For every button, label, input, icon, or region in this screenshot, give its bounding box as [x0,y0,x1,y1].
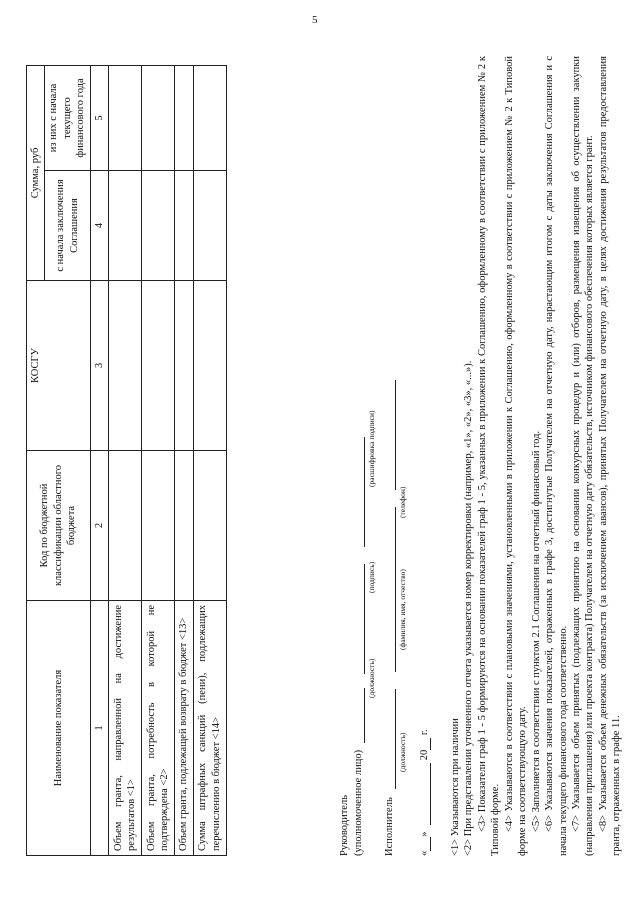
document-body [0,22,640,882]
head-label: Руководитель [339,795,350,856]
head-sub-label: (уполномоченное лицо) [352,437,365,856]
report-table [26,65,227,856]
footnote: <5> Заполняется в соответствии с пунктом 2.1 Соглашения на отчетный финансовый год. [530,430,542,832]
header-since-year: из них с начала текущего финансового года [45,65,90,170]
col-number: 3 [90,281,108,451]
header-kosgu: КОСГУ [27,281,91,451]
header-sum: Сумма, руб [27,65,45,280]
row-label: Объем гранта, потребность в которой не подтверждена <2> [142,601,175,856]
col-number: 2 [90,451,108,601]
col-number: 4 [90,171,108,281]
caption-signature: (подпись) [367,561,376,593]
header-name: Наименование показателя [27,601,91,856]
row-label: Объем гранта, подлежащей возврату в бюджет <13> [175,601,193,856]
row-label: Сумма штрафных санкций (пени), подлежащих перечислению в бюджет <14> [193,601,226,856]
footnote: <6> Указываются значения показателей, отраженных в графе 3, достигнутые Получателем на отчетную дату, нарастающим итогом с даты заключения Соглашения и с начала текущего финансового года соответственно. [544,56,569,856]
header-budget-code: Код по бюджетной классификации областного бюджета [27,451,91,601]
footnote: <4> Указываются в соответствии с плановыми значениями, установленными в приложении к Соглашению, оформленному в соответствии с приложением № 2 к Типовой форме на соответствующую дату. [503,56,529,856]
col-number: 1 [90,601,108,856]
footnote: <2> При представлении уточненного отчета указывается номер корректировки (например, «1», «2», «3», «...»). [463,360,475,856]
table-row [142,65,175,855]
footnote: <3> Показатели граф 1 - 5 формируются на основании показателей граф 1 - 5, указанных в приложении к Соглашению, оформленному в соответствии с приложением № 2 к Типовой форме. [476,56,502,856]
footnote: <8> Указывается объем денежных обязательств (за исключением авансов), принятых Получателем на отчетную дату, в целях достижения результатов предоставления гранта, отраженных в графе 11. [597,56,623,856]
row-label: Объем гранта, направленной на достижение результатов <1> [109,601,142,856]
table-row [193,65,226,855]
caption-phone: (телефон) [398,486,407,518]
page-number: 5 [312,14,318,26]
col-number: 5 [90,65,108,170]
footnotes [449,56,624,856]
table-row [109,65,142,855]
caption-full-name: (фамилия, имя, отчество) [398,569,407,650]
footnote: <1> Указываются при наличии [450,718,461,856]
table-row [175,65,193,855]
executor-row: Исполнитель [383,380,396,856]
header-since-agreement: с начала заключения Соглашения [45,171,90,281]
caption-decode: (расшифровка подписи) [367,410,376,487]
footnote: <7> Указывается объем принятых (подлежащих принятию на основании конкурсных процедур и (или) отборов, размещения извещения об осуществлении закупки (направления приглашения) или проекта контракта) Получателем на отчетную дату обязательств, источником финансового обеспечения которых является грант. [570,56,596,856]
date-line: «» 20 г. [419,729,430,856]
caption-position: (должность) [398,732,407,772]
caption-position: (должность) [367,658,376,698]
